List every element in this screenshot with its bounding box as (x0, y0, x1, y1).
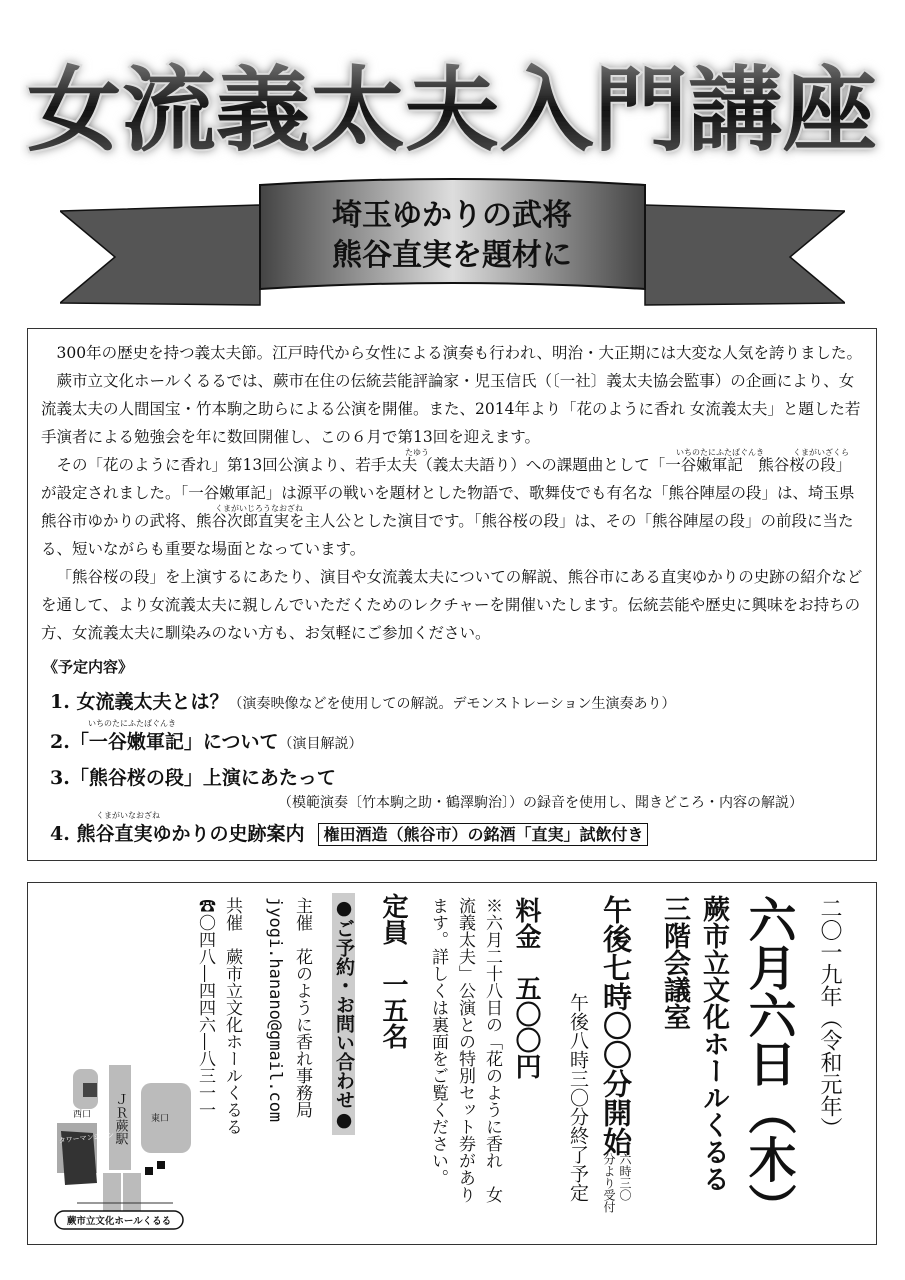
event-start-time: 午後七時〇〇分開始 (599, 895, 633, 1156)
map-west-exit: 西口 (73, 1110, 92, 1120)
map-east-exit: 東口 (151, 1114, 170, 1124)
schedule-item-2 (50, 719, 363, 754)
event-year: 二〇一九年（令和元年） (817, 897, 842, 1139)
ruby-kumagaizakura: くまがいざくら (793, 448, 849, 457)
sake-tasting-badge: 権田酒造（熊谷市）の銘酒「直実」試飲付き (318, 823, 648, 846)
map-hall-marker (145, 1167, 153, 1175)
map-building (83, 1083, 97, 1097)
schedule-item-4-ruby: くまがいなおざね (96, 811, 160, 820)
event-reception-1: 六時三〇 (618, 1153, 632, 1201)
schedule-item-1 (50, 687, 675, 714)
event-room: 三階会議室 (659, 895, 690, 1030)
access-map (53, 1063, 198, 1233)
main-title-text: 女流義太夫入門講座 (27, 57, 877, 164)
cosponsor: 共催 蕨市立文化ホールくるる (222, 897, 242, 1135)
schedule-item-2-note: （演目解説） (278, 736, 363, 752)
map-station-label: ＪＲ蕨駅 (112, 1093, 128, 1145)
schedule-heading: 《予定内容》 (43, 658, 134, 676)
ruby-ichinotani: いちのたにふたばぐんき (676, 448, 764, 457)
main-title (20, 40, 885, 170)
schedule-item-3-title: 3.「熊谷桜の段」上演にあたって (50, 767, 336, 789)
schedule-item-1-title: 1. 女流義太夫とは？ (50, 691, 229, 713)
event-fee: 料金 五〇〇円 (511, 897, 541, 1079)
schedule-item-1-note: （演奏映像などを使用しての解説。デモンストレーション生演奏あり） (228, 696, 676, 712)
organizer: 主催 花のように香れ事務局 (292, 897, 312, 1118)
event-note-2: 流義太夫」公演との特別セット券があり (455, 897, 475, 1203)
schedule-item-4 (50, 811, 648, 846)
ruby-tayu: たゆう (405, 448, 429, 457)
schedule-item-2-title: 2.「一谷嫩軍記」について (50, 731, 279, 753)
event-info-box (27, 882, 877, 1245)
event-note-3: ます。詳しくは裏面をご覧ください。 (428, 897, 448, 1186)
ribbon-banner (60, 175, 845, 315)
event-note-1: ※六月二十八日の「花のように香れ 女 (482, 897, 502, 1203)
intro-box (27, 328, 877, 861)
contact-phone[interactable]: ☎〇四八―四四六―八三一一 (195, 897, 215, 1118)
map-hall-marker-2 (157, 1161, 165, 1169)
map-hall-label: 蕨市立文化ホールくるる (66, 1216, 172, 1227)
schedule-item-4-title: 4. 熊谷直実ゆかりの史跡案内 (50, 823, 305, 845)
schedule-item-2-ruby: いちのたにふたばぐんき (88, 719, 176, 728)
event-date: 六月六日（木） (740, 895, 796, 1231)
contact-heading: ●ご予約・お問い合わせ● (332, 893, 355, 1135)
event-capacity: 定員 一五名 (378, 893, 408, 1049)
intro-paragraph-4: 「熊谷桜の段」を上演するにあたり、演目や女流義太夫についての解説、熊谷市にある直実ゆかりの史跡の紹介などを通して、より女流義太夫に親しんでいただくためのレクチャーを開催いたします。伝統芸能や歴史に興味をお持ちの方、女流義太夫に馴染みのない方も、お気軽にご参加ください。 (41, 568, 863, 642)
intro-paragraph-3: その「花のように香れ」第13回公演より、若手太夫（義太夫語り）への課題曲として「一谷嫩軍記 熊谷桜の段」が設定されました。「一谷嫩軍記」は源平の戦いを題材とした物語で、歌舞伎でも有名な「熊谷陣屋の段」は、埼玉県熊谷市ゆかりの武将、熊谷次郎直実を主人公とした演目です。「熊谷桜の段」は、その「熊谷陣屋の段」の前段に当たる、短いながらも重要な場面となっています。 (41, 456, 855, 558)
banner-line-1: 埼玉ゆかりの武将 (332, 198, 572, 233)
ruby-jiro: くまがいじろうなおざね (215, 504, 303, 513)
event-venue: 蕨市立文化ホールくるる (698, 895, 729, 1192)
banner-line-2: 熊谷直実を題材に (332, 238, 572, 273)
intro-paragraph-1: 300年の歴史を持つ義太夫節。江戸時代から女性による演奏も行われ、明治・大正期には大変な人気を誇りました。 (56, 344, 863, 362)
map-tower-label: タワーマンション (58, 1131, 115, 1145)
schedule-item-3 (50, 763, 336, 790)
contact-email[interactable]: jyogi.hanano@gmail.com (265, 897, 285, 1123)
event-end-time: 午後八時三〇分終了予定 (567, 993, 589, 1202)
intro-paragraph-2: 蕨市立文化ホールくるるでは、蕨市在住の伝統芸能評論家・児玉信氏（〔一社〕義太夫協会監事）の企画により、女流義太夫の人間国宝・竹本駒之助らによる公演を開催。また、2014年より「花のように香れ 女流義太夫」と題した若手演者による勉強会を年に数回開催し、この６月で第13回を迎えます。 (41, 372, 861, 446)
event-reception-2: 分より受付 (602, 1153, 616, 1213)
schedule-item-3-note: （模範演奏〔竹本駒之助・鶴澤駒治〕）の録音を使用し、聞きどころ・内容の解説） (278, 795, 803, 811)
